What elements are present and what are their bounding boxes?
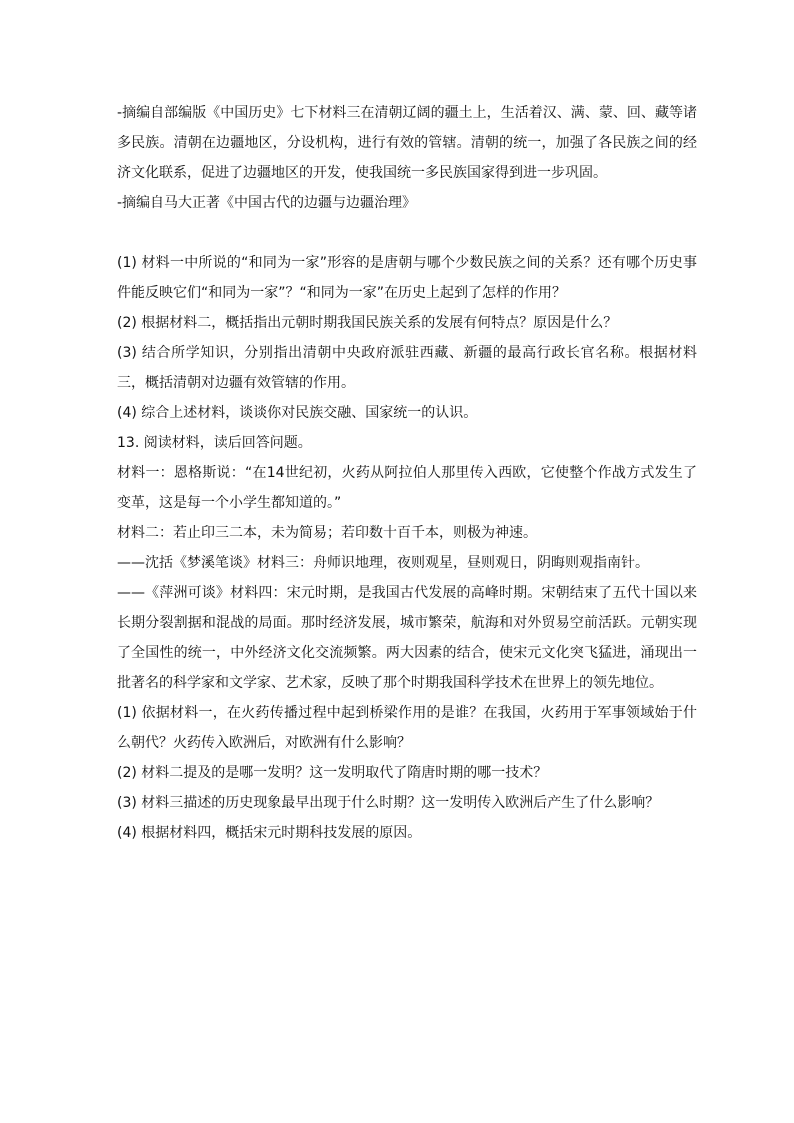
question-12-2: (2) 根据材料二，概括指出元朝时期我国民族关系的发展有何特点？原因是什么？ — [117, 315, 618, 331]
material-four: ——《萍洲可谈》材料四：宋元时期，是我国古代发展的高峰时期。宋朝结束了五代十国以来长期分裂割据和混战的局面。那时经济发展，城市繁荣，航海和对外贸易空前活跃。元朝实现了全国性的统一，中外经济文化交流频繁。两大因素的结合，使宋元文化突飞猛进，涌现出一批著名的科学家和文学家、艺术家，反映了那个时期我国科学技术在世界上的领先地位。 — [117, 585, 697, 691]
passage-source-material-three: -摘编自部编版《中国历史》七下材料三在清朝辽阔的疆土上，生活着汉、满、蒙、回、藏等诸多民族。清朝在边疆地区，分设机构，进行有效的管辖。清朝的统一，加强了各民族之间的经济文化联系，促进了边疆地区的开发，使我国统一多民族国家得到进一步巩固。 — [117, 105, 697, 181]
material-two: 材料二：若止印三二本，未为简易；若印数十百千本，则极为神速。 — [117, 525, 537, 541]
material-three: ——沈括《梦溪笔谈》材料三：舟师识地理，夜则观星，昼则观日，阴晦则观指南针。 — [117, 555, 649, 571]
question-13-heading: 13. 阅读材料，读后回答问题。 — [117, 435, 312, 451]
question-13-4: (4) 根据材料四，概括宋元时期科技发展的原因。 — [117, 825, 422, 841]
page-content — [117, 98, 697, 848]
question-13-1: (1) 依据材料一，在火药传播过程中起到桥梁作用的是谁？在我国，火药用于军事领域始于什么朝代？火药传入欧洲后，对欧洲有什么影响？ — [117, 705, 697, 751]
question-13-3: (3) 材料三描述的历史现象最早出现于什么时期？这一发明传入欧洲后产生了什么影响？ — [117, 795, 660, 811]
question-13-2: (2) 材料二提及的是哪一发明？这一发明取代了隋唐时期的哪一技术？ — [117, 765, 548, 781]
blank-line — [117, 218, 697, 248]
question-12-4: (4) 综合上述材料，谈谈你对民族交融、国家统一的认识。 — [117, 405, 478, 421]
question-12-1: (1) 材料一中所说的“和同为一家”形容的是唐朝与哪个少数民族之间的关系？还有哪个历史事件能反映它们“和同为一家”？“和同为一家”在历史上起到了怎样的作用？ — [117, 255, 697, 301]
material-one: 材料一：恩格斯说：“在14世纪初，火药从阿拉伯人那里传入西欧，它使整个作战方式发生了变革，这是每一个小学生都知道的。” — [117, 465, 697, 511]
passage-source-citation: -摘编自马大正著《中国古代的边疆与边疆治理》 — [117, 195, 417, 211]
question-12-3: (3) 结合所学知识，分别指出清朝中央政府派驻西藏、新疆的最高行政长官名称。根据材料三，概括清朝对边疆有效管辖的作用。 — [117, 345, 697, 391]
